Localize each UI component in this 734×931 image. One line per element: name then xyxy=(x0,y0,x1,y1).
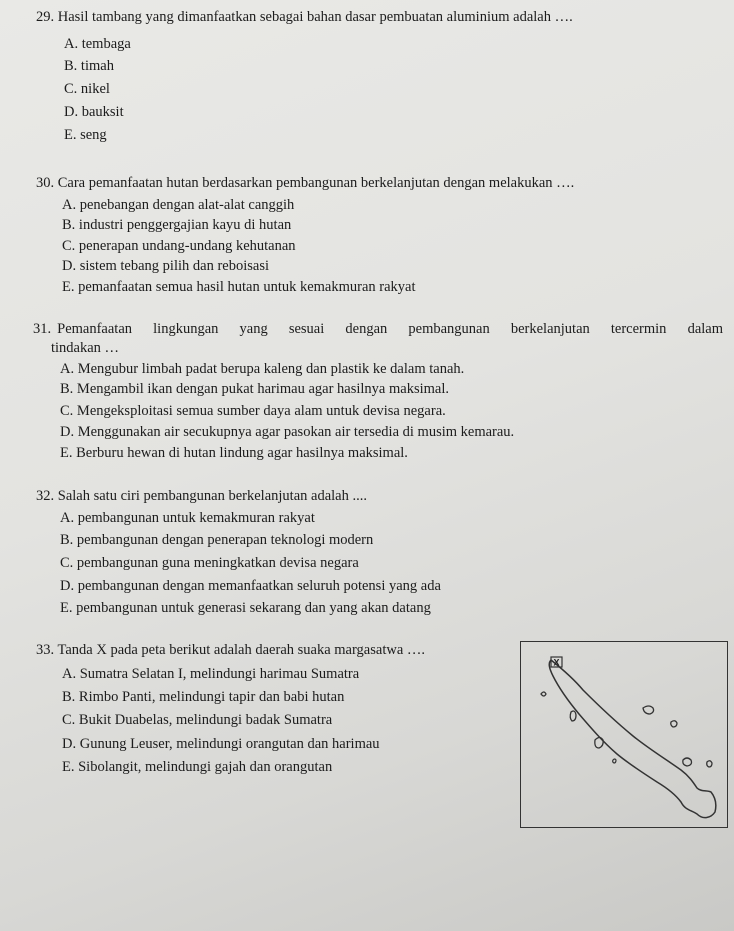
option-33-c[interactable]: C. Bukit Duabelas, melindungi badak Sumatra xyxy=(62,712,333,728)
island-mentawai-1 xyxy=(595,738,603,749)
question-text: Cara pemanfaatan hutan berdasarkan pembangunan berkelanjutan dengan melakukan …. xyxy=(57,175,575,191)
question-33-stem xyxy=(36,641,425,660)
question-number: 32. xyxy=(36,488,55,504)
x-marker-label: X xyxy=(553,657,560,668)
option-33-b[interactable]: B. Rimbo Panti, melindungi tapir dan babi hutan xyxy=(62,689,345,705)
island-simeulue xyxy=(541,692,546,696)
option-32-b[interactable]: B. pembangunan dengan penerapan teknologi modern xyxy=(60,532,374,548)
question-text-line1: Pemanfaatan lingkungan yang sesuai dengan pembangunan berkelanjutan tercermin dalam xyxy=(57,321,723,337)
option-31-b[interactable]: B. Mengambil ikan dengan pukat harimau agar hasilnya maksimal. xyxy=(60,381,449,397)
option-31-d[interactable]: D. Menggunakan air secukupnya agar pasokan air tersedia di musim kemarau. xyxy=(60,424,515,440)
question-31-stem xyxy=(33,320,723,358)
island-nias xyxy=(570,711,576,721)
island-bangka xyxy=(643,706,654,714)
question-text: Salah satu ciri pembangunan berkelanjutan adalah .... xyxy=(57,488,367,504)
option-31-a[interactable]: A. Mengubur limbah padat berupa kaleng dan plastik ke dalam tanah. xyxy=(60,361,465,377)
option-30-e[interactable]: E. pemanfaatan semua hasil hutan untuk kemakmuran rakyat xyxy=(62,279,416,295)
option-30-d[interactable]: D. sistem tebang pilih dan reboisasi xyxy=(62,258,269,274)
option-33-d[interactable]: D. Gunung Leuser, melindungi orangutan dan harimau xyxy=(62,736,380,752)
option-31-e[interactable]: E. Berburu hewan di hutan lindung agar hasilnya maksimal. xyxy=(60,445,408,461)
island-east-1 xyxy=(683,758,692,766)
question-32-stem xyxy=(36,487,367,506)
question-30-stem xyxy=(36,174,574,193)
question-text: Hasil tambang yang dimanfaatkan sebagai bahan dasar pembuatan aluminium adalah …. xyxy=(57,9,573,25)
sumatra-map-drawing xyxy=(521,642,727,827)
island-belitung xyxy=(671,721,677,727)
sumatra-map xyxy=(520,641,728,828)
x-marker xyxy=(551,657,562,668)
question-number: 29. xyxy=(36,9,55,25)
question-number: 31. xyxy=(33,321,52,337)
option-33-e[interactable]: E. Sibolangit, melindungi gajah dan orangutan xyxy=(62,759,333,775)
option-29-b[interactable]: B. timah xyxy=(64,58,114,74)
option-32-e[interactable]: E. pembangunan untuk generasi sekarang dan yang akan datang xyxy=(60,600,431,616)
option-30-a[interactable]: A. penebangan dengan alat-alat canggih xyxy=(62,197,295,213)
question-number: 30. xyxy=(36,175,55,191)
option-32-a[interactable]: A. pembangunan untuk kemakmuran rakyat xyxy=(60,510,315,526)
option-32-c[interactable]: C. pembangunan guna meningkatkan devisa negara xyxy=(60,555,359,571)
option-33-a[interactable]: A. Sumatra Selatan I, melindungi harimau Sumatra xyxy=(62,666,360,682)
sumatra-island-outline xyxy=(549,657,716,818)
option-32-d[interactable]: D. pembangunan dengan memanfaatkan seluruh potensi yang ada xyxy=(60,578,441,594)
option-29-a[interactable]: A. tembaga xyxy=(64,36,131,52)
question-29-stem xyxy=(36,8,573,27)
question-number: 33. xyxy=(36,642,55,658)
option-31-c[interactable]: C. Mengeksploitasi semua sumber daya alam untuk devisa negara. xyxy=(60,403,446,419)
option-30-b[interactable]: B. industri penggergajian kayu di hutan xyxy=(62,217,292,233)
island-east-2 xyxy=(707,761,712,767)
question-text-line2: tindakan … xyxy=(51,340,120,356)
option-30-c[interactable]: C. penerapan undang-undang kehutanan xyxy=(62,238,296,254)
option-29-d[interactable]: D. bauksit xyxy=(64,104,124,120)
option-29-e[interactable]: E. seng xyxy=(64,127,107,143)
question-text: Tanda X pada peta berikut adalah daerah suaka margasatwa …. xyxy=(57,642,425,658)
option-29-c[interactable]: C. nikel xyxy=(64,81,110,97)
island-mentawai-2 xyxy=(613,759,616,763)
